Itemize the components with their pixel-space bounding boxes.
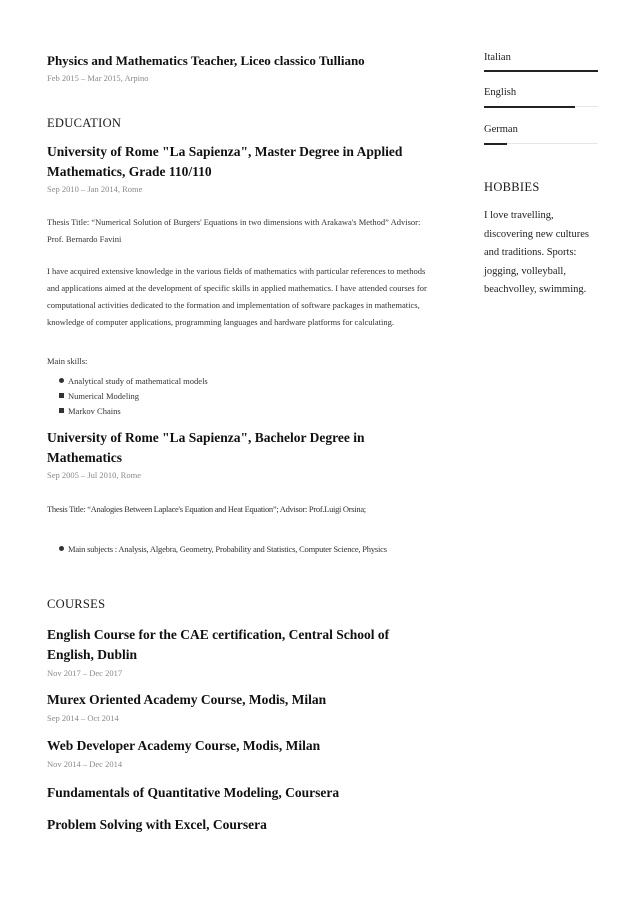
education-description: I have acquired extensive knowledge in the various fields of mathematics with particular references to methods and applications aimed at the development of specific skills in applied mathematics. I have attended courses for computational activities dedicated to the formation and implementation of software packages in mathematics, knowledge of computer applications, programming languages and hardware platforms for calculating. bbox=[47, 266, 427, 327]
skill-item: Markov Chains bbox=[47, 404, 407, 418]
skill-item: Numerical Modeling bbox=[47, 389, 407, 403]
course-title: Web Developer Academy Course, Modis, Milan bbox=[47, 738, 321, 753]
course-title: Problem Solving with Excel, Coursera bbox=[47, 817, 267, 832]
experience-title: Physics and Mathematics Teacher, Liceo classico Tulliano bbox=[47, 53, 365, 68]
education-thesis: Thesis Title: “Numerical Solution of Burgers' Equations in two dimensions with Arakawa's Method” Advisor: Prof. Bernardo Favini bbox=[47, 217, 421, 244]
course-meta: Nov 2017 – Dec 2017 bbox=[47, 668, 123, 678]
experience-meta: Feb 2015 – Mar 2015, Arpino bbox=[47, 73, 149, 83]
skill-item: Analytical study of mathematical models bbox=[47, 374, 407, 388]
education-entry-title: University of Rome "La Sapienza", Master Degree in Applied Mathematics, Grade 110/110 bbox=[47, 144, 403, 179]
language-level-fill bbox=[484, 143, 507, 145]
education-heading: EDUCATION bbox=[47, 116, 122, 130]
course-title: English Course for the CAE certification, Central School of English, Dublin bbox=[47, 627, 390, 662]
language-name: Italian bbox=[484, 52, 511, 63]
language-level-bar bbox=[484, 70, 598, 71]
bullet-square-icon bbox=[59, 408, 64, 413]
course-meta: Nov 2014 – Dec 2014 bbox=[47, 759, 123, 769]
course-title: Fundamentals of Quantitative Modeling, Coursera bbox=[47, 785, 340, 800]
courses-heading: COURSES bbox=[47, 597, 106, 611]
education-entry-meta: Sep 2005 – Jul 2010, Rome bbox=[47, 470, 141, 480]
education-thesis: Thesis Title: “Analogies Between Laplace's Equation and Heat Equation”; Advisor: Prof.Luigi Orsina; bbox=[47, 504, 366, 514]
language-level-bar bbox=[484, 143, 598, 144]
education-entry-title: University of Rome "La Sapienza", Bachelor Degree in Mathematics bbox=[47, 430, 365, 465]
language-level-fill bbox=[484, 106, 575, 108]
course-meta: Sep 2014 – Oct 2014 bbox=[47, 713, 119, 723]
course-title: Murex Oriented Academy Course, Modis, Milan bbox=[47, 692, 327, 707]
education-entry-meta: Sep 2010 – Jan 2014, Rome bbox=[47, 184, 143, 194]
bullet-dot-icon bbox=[59, 378, 64, 383]
skills-label: Main skills: bbox=[47, 356, 88, 366]
subject-item: Main subjects : Analysis, Algebra, Geometry, Probability and Statistics, Computer Science, Physics bbox=[47, 542, 427, 556]
bullet-square-icon bbox=[59, 393, 64, 398]
language-name: German bbox=[484, 124, 518, 135]
language-level-fill bbox=[484, 70, 598, 72]
language-name: English bbox=[484, 87, 517, 98]
bullet-dot-icon bbox=[59, 546, 64, 551]
hobbies-text: I love travelling, discovering new cultures and traditions. Sports: jogging, volleyball, beachvolley, swimming. bbox=[484, 210, 589, 295]
hobbies-heading: HOBBIES bbox=[484, 180, 540, 194]
language-level-bar bbox=[484, 106, 598, 107]
